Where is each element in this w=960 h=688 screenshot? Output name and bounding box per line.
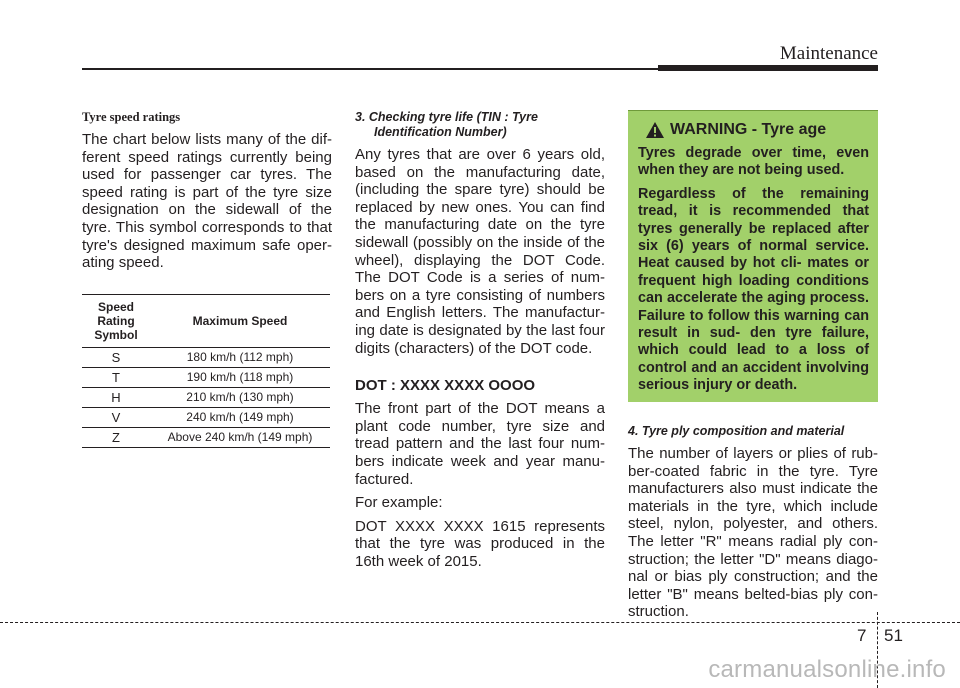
speed-cell: 190 km/h (118 mph) [150, 367, 330, 387]
dot-explanation: The front part of the DOT means a plant code number, tyre size and tread pattern and the last four num- bers indicate week and year manu- factured. [355, 400, 605, 488]
warning-title [646, 121, 869, 139]
speed-ratings-paragraph: The chart below lists many of the dif- ferent speed ratings currently being used for passenger car tyres. The speed rating is part of the tyre size designation on the sidewall of the tyre. This symbol corresponds to that tyre's designed maximum safe oper- ating speed. [82, 131, 332, 272]
example-label: For example: [355, 494, 443, 512]
symbol-cell: T [82, 367, 150, 387]
warning-paragraph: Regardless of the remaining tread, it is recommended that tyres generally be replaced after six (6) years of normal service. Heat caused by hot cli- mates or frequent high loading conditions can accelerate the aging process. Failure to follow this warning can result in sud- den tyre failure, which could lead to a loss of control and an accident involving serious injury or death. [638, 185, 869, 394]
section-title: Maintenance [779, 43, 878, 64]
heading-line: 3. Checking tyre life (TIN : Tyre [355, 110, 538, 124]
speed-cell: 210 km/h (130 mph) [150, 387, 330, 407]
header-speed-rating-symbol [82, 294, 150, 347]
header-line: Symbol [94, 327, 138, 342]
speed-ratings-heading: Tyre speed ratings [82, 110, 181, 124]
column-tyre-life [355, 110, 605, 576]
footer-rule [0, 622, 960, 623]
ply-paragraph: The number of layers or plies of rub- ber-coated fabric in the tyre. Tyre manufacturers also must indicate the materials in the tyre, which include steel, nylon, polyester, and others. The letter "R" means radial ply con- struction; the letter "D" means diago- nal or bias ply construction; and the letter "B" means belted-bias ply con- struction. [628, 445, 878, 621]
page-number: 51 [884, 626, 903, 645]
ply-heading: 4. Tyre ply composition and material [628, 424, 845, 438]
symbol-cell: H [82, 387, 150, 407]
warning-box [628, 110, 878, 402]
table-row [82, 407, 330, 427]
warning-triangle-icon [646, 122, 664, 138]
speed-cell: 240 km/h (149 mph) [150, 407, 330, 427]
speed-cell: Above 240 km/h (149 mph) [150, 427, 330, 447]
table-row [82, 367, 330, 387]
speed-cell: 180 km/h (112 mph) [150, 347, 330, 367]
tyre-life-paragraph: Any tyres that are over 6 years old, based on the manufacturing date, (including the spare tyre) should be replaced by new ones. You can find the manufacturing date on the tyre sidewall (possibly on the inside of the wheel), displaying the DOT Code. The DOT Code is a series of num- bers on a tyre consisting of numbers and English letters. The manufactur- ing date is designated by the last four digits (characters) of the DOT code. [355, 146, 605, 357]
dot-code: DOT : XXXX XXXX OOOO [355, 377, 536, 395]
column-speed-ratings [82, 110, 332, 448]
speed-rating-table [82, 294, 330, 448]
table-row [82, 387, 330, 407]
tyre-life-heading [355, 110, 605, 140]
warning-paragraph: Tyres degrade over time, even when they are not being used. [638, 145, 869, 179]
ply-composition-section [628, 424, 878, 627]
table-header-row [82, 294, 330, 347]
chapter-number: 7 [857, 626, 867, 645]
example-text: DOT XXXX XXXX 1615 represents that the tyre was produced in the 16th week of 2015. [355, 517, 605, 570]
symbol-cell: S [82, 347, 150, 367]
header-rule-accent [658, 65, 878, 71]
symbol-cell: Z [82, 427, 150, 447]
warning-title-text: WARNING - Tyre age [670, 121, 827, 138]
header-maximum-speed: Maximum Speed [150, 294, 330, 347]
table-row [82, 347, 330, 367]
header-line: Speed [97, 299, 134, 314]
symbol-cell: V [82, 407, 150, 427]
watermark: carmanualsonline.info [708, 656, 946, 683]
table-row [82, 427, 330, 447]
header-line: Rating [97, 313, 135, 328]
heading-line: Identification Number) [374, 125, 507, 139]
